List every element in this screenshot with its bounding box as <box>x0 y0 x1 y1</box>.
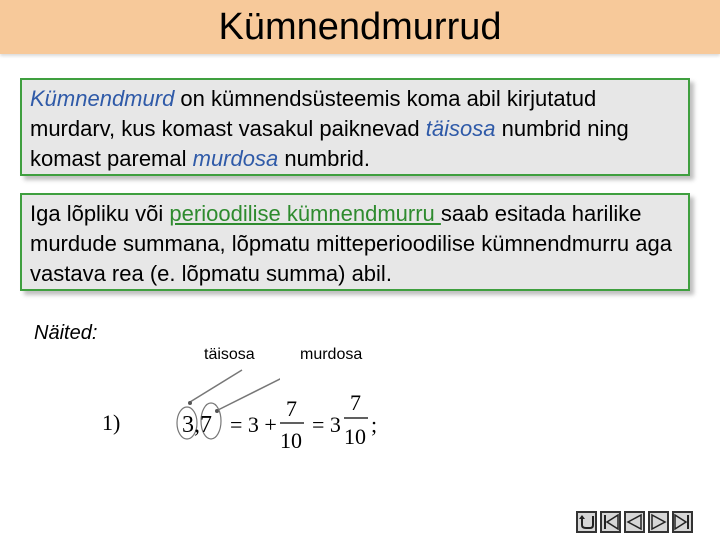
fraction-part-label: murdosa <box>300 346 363 363</box>
fraction-denominator-1: 10 <box>280 428 302 453</box>
page-title: Kümnendmurrud <box>218 6 502 48</box>
examples-heading: Näited: <box>34 322 98 344</box>
return-icon <box>578 513 595 531</box>
representation-box <box>20 193 690 291</box>
definition-text-3: numbrid. <box>278 146 370 171</box>
term-kumnendmurd: Kümnendmurd <box>30 86 175 111</box>
return-button[interactable] <box>576 511 597 533</box>
fraction-denominator-2: 10 <box>344 424 366 449</box>
navigation-bar <box>576 511 720 540</box>
first-icon <box>602 513 619 531</box>
equals-three-plus: = 3 + <box>230 412 277 437</box>
previous-slide-button[interactable] <box>624 511 645 533</box>
term-taisosa: täisosa <box>425 116 496 141</box>
equals-three: = 3 <box>312 412 341 437</box>
next-icon <box>650 513 667 531</box>
decimal-value: 3,7 <box>182 412 212 438</box>
definition-text-1: on kümnendsüsteemis koma abil kirjutatud murdarv, kus komast vasakul paiknevad <box>30 86 597 141</box>
semicolon: ; <box>371 412 378 437</box>
example-equation <box>170 388 390 460</box>
next-slide-button[interactable] <box>648 511 669 533</box>
first-slide-button[interactable] <box>600 511 621 533</box>
example-number: 1) <box>102 410 121 435</box>
previous-icon <box>626 513 643 531</box>
integer-part-label: täisosa <box>204 346 255 363</box>
definition-box <box>20 78 690 176</box>
definition-text-2: numbrid ning komast paremal <box>30 116 629 171</box>
last-slide-button[interactable] <box>672 511 693 533</box>
fraction-numerator-2: 7 <box>350 390 361 415</box>
last-icon <box>674 513 691 531</box>
representation-text-2: saab esitada harilike murdude summana, lõpmatu mitteperioodilise kümnendmurru aga vastava rea (e. lõpmatu summa) abil. <box>30 201 672 286</box>
fraction-numerator-1: 7 <box>286 396 297 421</box>
representation-text-1: Iga lõpliku või <box>30 201 170 226</box>
term-murdosa: murdosa <box>192 146 279 171</box>
periodic-decimal-link[interactable]: perioodilise kümnendmurru <box>169 201 441 226</box>
